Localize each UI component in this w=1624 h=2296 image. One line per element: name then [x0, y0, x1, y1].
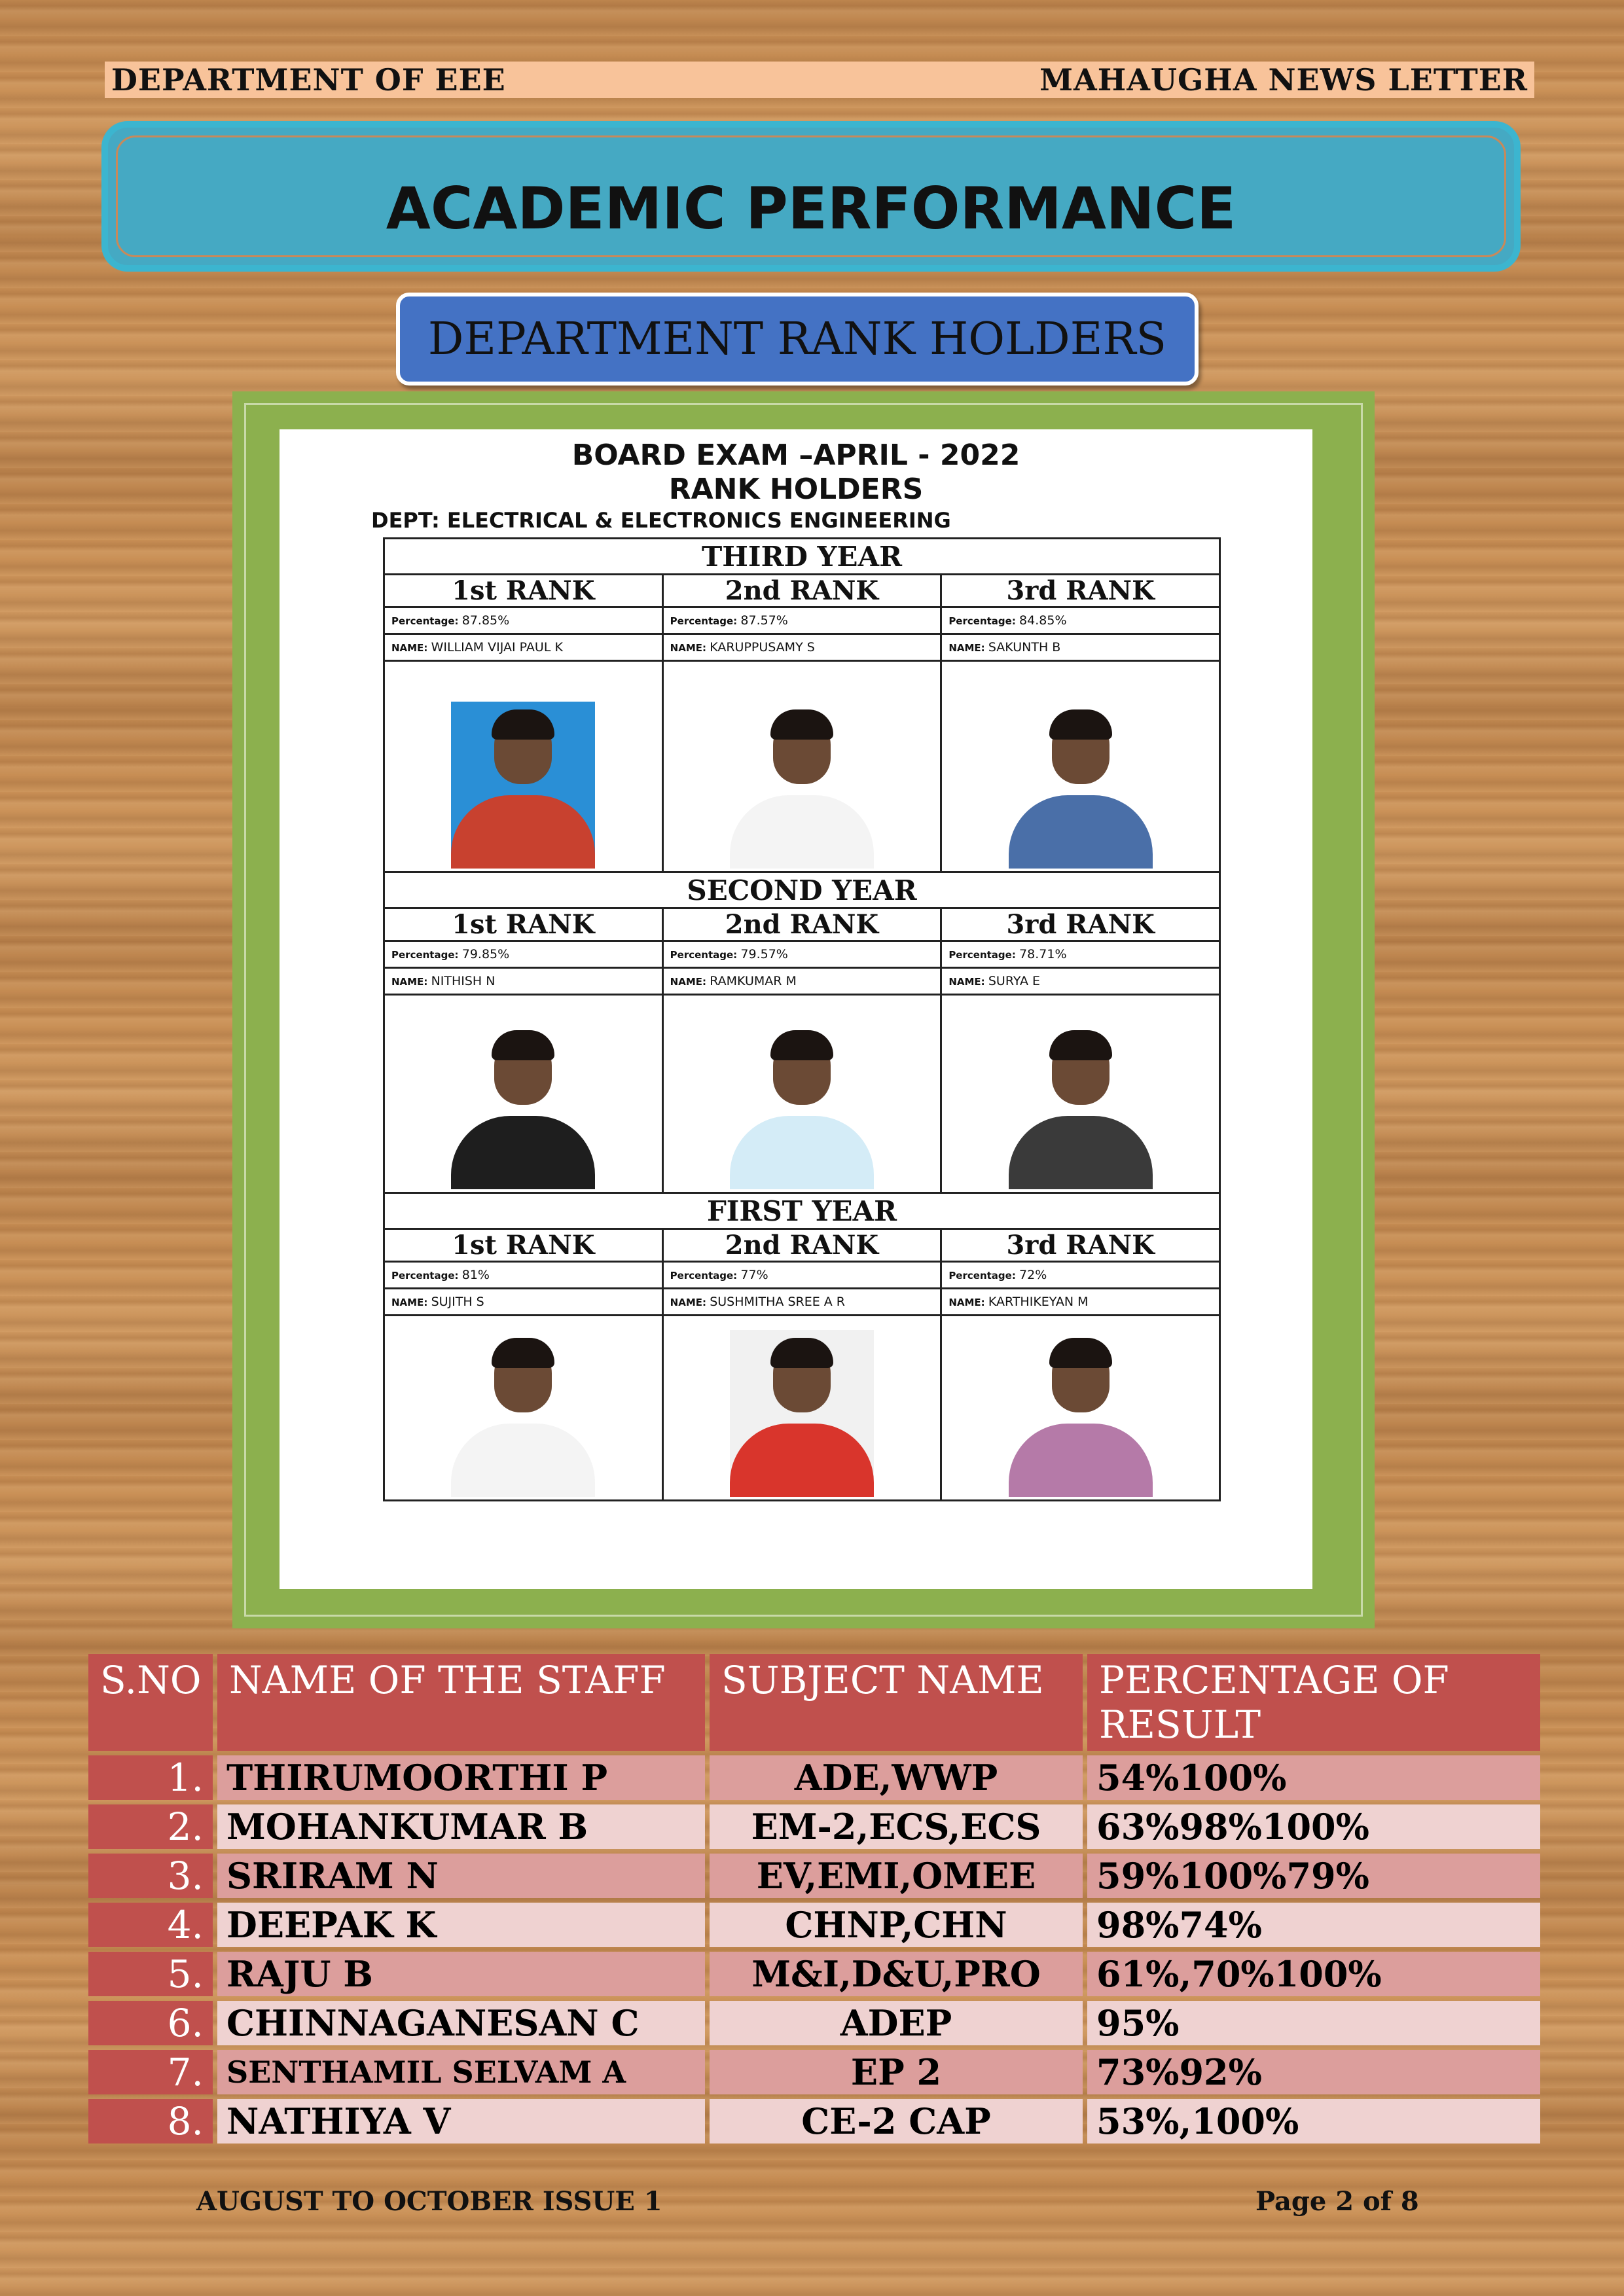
row-result: 63%98%100%: [1087, 1804, 1540, 1849]
column-header-result: PERCENTAGE OF RESULT: [1087, 1654, 1540, 1751]
student-photo: [451, 702, 595, 869]
student-photo-body: [1009, 1116, 1153, 1189]
row-subject: ADE,WWP: [710, 1755, 1083, 1800]
student-photo-hair: [770, 1338, 833, 1368]
rank-percentage: Percentage: 77%: [662, 1262, 941, 1289]
table-row: [88, 1854, 1540, 1898]
row-sno: 8.: [88, 2099, 213, 2144]
student-photo-cell: [662, 1316, 941, 1501]
department-label: DEPARTMENT OF EEE: [111, 62, 506, 98]
column-header-sno: S.NO: [88, 1654, 213, 1751]
student-photo-hair: [770, 1030, 833, 1060]
row-result: 98%74%: [1087, 1903, 1540, 1947]
rank-student-name: NAME: SUJITH S: [384, 1289, 663, 1316]
student-photo-cell: [941, 661, 1220, 872]
student-photo: [730, 1022, 874, 1189]
student-photo-cell: [384, 995, 663, 1193]
rank-student-name: NAME: RAMKUMAR M: [662, 968, 941, 995]
row-sno: 2.: [88, 1804, 213, 1849]
rank-label: 1st RANK: [384, 575, 663, 607]
table-header-row: [88, 1654, 1540, 1751]
rank-label: 2nd RANK: [662, 575, 941, 607]
sheet-title: BOARD EXAM –APRIL - 2022: [571, 439, 1020, 472]
row-staff-name: CHINNAGANESAN C: [217, 2001, 705, 2045]
table-row: [88, 2099, 1540, 2144]
rank-student-name: NAME: KARTHIKEYAN M: [941, 1289, 1220, 1316]
staff-result-table: [84, 1649, 1545, 2148]
row-sno: 4.: [88, 1903, 213, 1947]
rank-student-name: NAME: SUSHMITHA SREE A R: [662, 1289, 941, 1316]
student-photo-body: [451, 1424, 595, 1497]
row-sno: 6.: [88, 2001, 213, 2045]
student-photo-hair: [1049, 1030, 1112, 1060]
student-photo: [730, 702, 874, 869]
table-row: [88, 1903, 1540, 1947]
rank-label: 1st RANK: [384, 1229, 663, 1262]
rank-percentage: Percentage: 87.57%: [662, 607, 941, 634]
rank-label: 3rd RANK: [941, 908, 1220, 941]
title-banner: [101, 121, 1521, 272]
sheet-subtitle: RANK HOLDERS: [668, 473, 924, 506]
table-row: [88, 1804, 1540, 1849]
student-photo-hair: [770, 709, 833, 740]
table-row: [88, 2050, 1540, 2094]
student-photo-hair: [492, 709, 554, 740]
row-subject: ADEP: [710, 2001, 1083, 2045]
row-result: 61%,70%100%: [1087, 1952, 1540, 1996]
year-heading: SECOND YEAR: [384, 872, 1220, 908]
year-heading: FIRST YEAR: [384, 1193, 1220, 1229]
student-photo-cell: [941, 1316, 1220, 1501]
row-subject: M&I,D&U,PRO: [710, 1952, 1083, 1996]
section-subtitle: DEPARTMENT RANK HOLDERS: [396, 293, 1199, 386]
row-staff-name: SENTHAMIL SELVAM A: [217, 2050, 705, 2094]
rank-student-name: NAME: SURYA E: [941, 968, 1220, 995]
column-header-subject: SUBJECT NAME: [710, 1654, 1083, 1751]
row-result: 54%100%: [1087, 1755, 1540, 1800]
table-row: [88, 2001, 1540, 2045]
row-sno: 7.: [88, 2050, 213, 2094]
row-subject: CHNP,CHN: [710, 1903, 1083, 1947]
row-staff-name: NATHIYA V: [217, 2099, 705, 2144]
row-sno: 3.: [88, 1854, 213, 1898]
student-photo-hair: [492, 1338, 554, 1368]
row-staff-name: THIRUMOORTHI P: [217, 1755, 705, 1800]
student-photo: [1009, 1022, 1153, 1189]
student-photo-body: [730, 1424, 874, 1497]
student-photo-body: [1009, 795, 1153, 869]
row-staff-name: DEEPAK K: [217, 1903, 705, 1947]
rank-label: 3rd RANK: [941, 1229, 1220, 1262]
rank-student-name: NAME: NITHISH N: [384, 968, 663, 995]
student-photo-hair: [1049, 1338, 1112, 1368]
rank-student-name: NAME: WILLIAM VIJAI PAUL K: [384, 634, 663, 661]
student-photo-body: [730, 795, 874, 869]
rank-percentage: Percentage: 72%: [941, 1262, 1220, 1289]
newsletter-header: [105, 62, 1534, 98]
column-header-staff: NAME OF THE STAFF: [217, 1654, 705, 1751]
student-photo: [451, 1022, 595, 1189]
table-row: [88, 1755, 1540, 1800]
row-subject: EM-2,ECS,ECS: [710, 1804, 1083, 1849]
row-staff-name: SRIRAM N: [217, 1854, 705, 1898]
student-photo: [1009, 702, 1153, 869]
student-photo-hair: [492, 1030, 554, 1060]
row-sno: 1.: [88, 1755, 213, 1800]
rank-label: 2nd RANK: [662, 908, 941, 941]
student-photo-body: [451, 1116, 595, 1189]
rank-holders-table: [383, 537, 1221, 1501]
student-photo-cell: [662, 995, 941, 1193]
rank-percentage: Percentage: 78.71%: [941, 941, 1220, 968]
rank-holders-sheet: [280, 429, 1312, 1589]
rank-label: 2nd RANK: [662, 1229, 941, 1262]
row-result: 73%92%: [1087, 2050, 1540, 2094]
student-photo-cell: [662, 661, 941, 872]
rank-student-name: NAME: KARUPPUSAMY S: [662, 634, 941, 661]
student-photo-hair: [1049, 709, 1112, 740]
page-title: ACADEMIC PERFORMANCE: [386, 175, 1236, 242]
row-result: 53%,100%: [1087, 2099, 1540, 2144]
row-staff-name: MOHANKUMAR B: [217, 1804, 705, 1849]
student-photo-body: [451, 795, 595, 869]
row-subject: CE-2 CAP: [710, 2099, 1083, 2144]
student-photo: [730, 1330, 874, 1497]
rank-percentage: Percentage: 81%: [384, 1262, 663, 1289]
student-photo-cell: [384, 661, 663, 872]
student-photo-cell: [941, 995, 1220, 1193]
rank-percentage: Percentage: 87.85%: [384, 607, 663, 634]
year-heading: THIRD YEAR: [384, 539, 1220, 575]
sheet-department: DEPT: ELECTRICAL & ELECTRONICS ENGINEERING: [371, 508, 951, 533]
rank-label: 1st RANK: [384, 908, 663, 941]
row-result: 95%: [1087, 2001, 1540, 2045]
table-row: [88, 1952, 1540, 1996]
row-sno: 5.: [88, 1952, 213, 1996]
row-subject: EP 2: [710, 2050, 1083, 2094]
row-staff-name: RAJU B: [217, 1952, 705, 1996]
student-photo-body: [1009, 1424, 1153, 1497]
student-photo-cell: [384, 1316, 663, 1501]
student-photo: [1009, 1330, 1153, 1497]
newsletter-name: MAHAUGHA NEWS LETTER: [1039, 62, 1528, 98]
row-subject: EV,EMI,OMEE: [710, 1854, 1083, 1898]
student-photo-body: [730, 1116, 874, 1189]
rank-percentage: Percentage: 79.85%: [384, 941, 663, 968]
rank-label: 3rd RANK: [941, 575, 1220, 607]
page-number: Page 2 of 8: [1255, 2186, 1419, 2217]
rank-holders-frame: [232, 391, 1375, 1628]
student-photo: [451, 1330, 595, 1497]
issue-label: AUGUST TO OCTOBER ISSUE 1: [196, 2186, 662, 2217]
row-result: 59%100%79%: [1087, 1854, 1540, 1898]
rank-percentage: Percentage: 79.57%: [662, 941, 941, 968]
rank-percentage: Percentage: 84.85%: [941, 607, 1220, 634]
rank-student-name: NAME: SAKUNTH B: [941, 634, 1220, 661]
